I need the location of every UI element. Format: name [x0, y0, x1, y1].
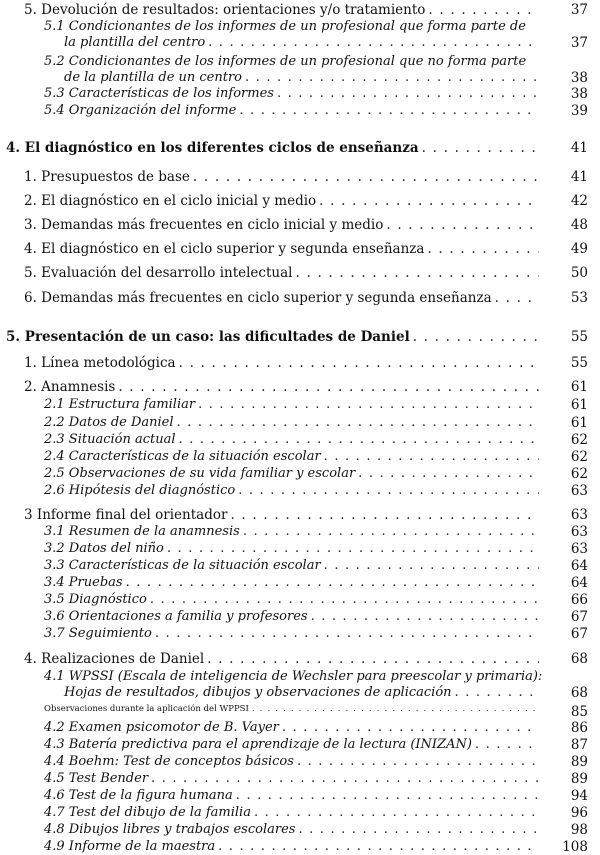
- toc-entry-title: 3.1 Resumen de la anamnesis: [44, 524, 240, 539]
- toc-entry-line: [24, 169, 542, 185]
- dot-leader: [245, 70, 539, 85]
- dot-leader: [179, 432, 539, 447]
- toc-page-number: 50: [570, 265, 588, 281]
- toc-entry-title: 4.7 Test del dibujo de la familia: [44, 805, 251, 820]
- dot-leader: [238, 483, 539, 498]
- toc-page-number: 86: [570, 720, 588, 736]
- toc-entry-title: 5.2 Condicionantes de los informes de un profesional que no forma parte: [44, 54, 527, 69]
- toc-entry-line: [64, 35, 542, 50]
- dot-leader: [230, 507, 539, 523]
- toc-page-number: 61: [570, 415, 588, 431]
- toc-page-number: 64: [570, 575, 588, 591]
- toc-entry-title: 2.6 Hipótesis del diagnóstico: [44, 483, 236, 498]
- toc-entry-line: [44, 575, 542, 590]
- dot-leader: [295, 265, 539, 281]
- toc-page-number: 41: [570, 169, 588, 185]
- toc-page-number: 62: [570, 466, 588, 482]
- toc-entry-title: 3.3 Características de la situación escolar: [44, 558, 321, 573]
- dot-leader: [324, 449, 539, 464]
- dot-leader: [150, 592, 539, 607]
- toc-page-number: 68: [570, 685, 588, 701]
- toc-entry-line: [44, 592, 542, 607]
- toc-page-number: 94: [570, 788, 588, 804]
- toc-entry-line: [44, 720, 542, 735]
- toc-entry-line: [24, 290, 542, 306]
- toc-page-number: 48: [570, 217, 588, 233]
- toc-entry-line: [24, 241, 542, 257]
- toc-entry-title: 2.4 Características de la situación escolar: [44, 449, 321, 464]
- dot-leader: [358, 466, 539, 481]
- toc-entry-title: de la plantilla de un centro: [64, 70, 243, 85]
- dot-leader: [427, 241, 539, 257]
- toc-entry-line: [44, 541, 542, 556]
- toc-page-number: 49: [570, 241, 588, 257]
- toc-page-number: 42: [570, 193, 588, 209]
- dot-leader: [167, 541, 539, 556]
- toc-entry-line: [44, 839, 542, 854]
- dot-leader: [252, 704, 539, 714]
- toc-entry-title: 4.5 Test Bender: [44, 771, 149, 786]
- toc-entry-line: [24, 2, 542, 18]
- dot-leader: [193, 169, 539, 185]
- toc-entry-line: [44, 669, 542, 684]
- toc-entry-title: 4.2 Examen psicomotor de B. Vayer: [44, 720, 279, 735]
- toc-entry-title: 5.3 Características de los informes: [44, 86, 274, 101]
- dot-leader: [298, 822, 539, 837]
- toc-entry-line: [44, 19, 542, 34]
- toc-entry-line: [6, 140, 542, 156]
- toc-entry-title: 4.4 Boehm: Test de conceptos básicos: [44, 754, 294, 769]
- toc-entry-title: 3.6 Orientaciones a familia y profesores: [44, 609, 308, 624]
- toc-entry-title: 2.5 Observaciones de su vida familiar y escolar: [44, 466, 356, 481]
- toc-page-number: 37: [570, 35, 588, 51]
- toc-entry-line: [44, 466, 542, 481]
- toc-entry-title: 1. Presupuestos de base: [24, 169, 190, 185]
- toc-entry-title: 5.4 Organización del informe: [44, 103, 237, 118]
- dot-leader: [243, 524, 539, 539]
- toc-entry-line: [44, 805, 542, 820]
- toc-entry-title: 4. El diagnóstico en el ciclo superior y segunda enseñanza: [24, 241, 425, 257]
- toc-page-number: 89: [570, 754, 588, 770]
- toc-entry-line: [44, 771, 542, 786]
- dot-leader: [422, 140, 539, 156]
- dot-leader: [324, 558, 539, 573]
- toc-entry-title: 2.3 Situación actual: [44, 432, 176, 447]
- dot-leader: [413, 329, 539, 345]
- toc-entry-title: 3. Demandas más frecuentes en ciclo inicial y medio: [24, 217, 384, 233]
- toc-entry-line: [24, 507, 542, 523]
- toc-page-number: 98: [570, 822, 588, 838]
- toc-entry-line: [44, 788, 542, 803]
- dot-leader: [254, 805, 539, 820]
- dot-leader: [118, 379, 539, 395]
- toc-entry-title: la plantilla del centro: [64, 35, 206, 50]
- toc-page-number: 38: [570, 70, 588, 86]
- toc-entry-line: [24, 193, 542, 209]
- dot-leader: [319, 193, 539, 209]
- toc-page-number: 37: [570, 2, 588, 18]
- toc-entry-title: 2. Anamnesis: [24, 379, 116, 395]
- toc-entry-title: 5. Devolución de resultados: orientaciones y/o tratamiento: [24, 2, 426, 18]
- dot-leader: [218, 839, 539, 854]
- toc-page-number: 62: [570, 432, 588, 448]
- toc-page-number: 55: [570, 355, 588, 371]
- toc-entry-line: [44, 449, 542, 464]
- toc-page-number: 63: [570, 541, 588, 557]
- dot-leader: [207, 651, 539, 667]
- toc-entry-line: [6, 329, 542, 345]
- toc-entry-title: 5.1 Condicionantes de los informes de un profesional que forma parte de: [44, 19, 526, 34]
- toc-entry-line: [24, 355, 542, 371]
- dot-leader: [177, 415, 539, 430]
- dot-leader: [475, 737, 539, 752]
- toc-entry-line: [44, 704, 542, 714]
- toc-page-number: 67: [570, 626, 588, 642]
- dot-leader: [277, 86, 539, 101]
- toc-entry-line: [44, 626, 542, 641]
- toc-entry-line: [44, 54, 542, 69]
- toc-entry-title: 4.1 WPSSI (Escala de inteligencia de Wechsler para preescolar y primaria):: [44, 669, 543, 684]
- toc-page-number: 62: [570, 449, 588, 465]
- toc-page-number: 66: [570, 592, 588, 608]
- toc-entry-title: 3 Informe final del orientador: [24, 507, 228, 523]
- toc-entry-title: 4. Realizaciones de Daniel: [24, 651, 205, 667]
- toc-entry-line: [44, 754, 542, 769]
- toc-entry-line: [64, 70, 542, 85]
- dot-leader: [495, 290, 539, 306]
- toc-entry-line: [44, 103, 542, 118]
- toc-page-number: 64: [570, 558, 588, 574]
- toc-page-number: 63: [570, 507, 588, 523]
- toc-entry-title: 4.3 Batería predictiva para el aprendizaje de la lectura (INIZAN): [44, 737, 472, 752]
- toc-entry-title: 5. Presentación de un caso: las dificultades de Daniel: [6, 329, 410, 345]
- toc-entry-line: [44, 524, 542, 539]
- toc-entry-line: [44, 558, 542, 573]
- toc-page-number: 108: [562, 839, 588, 855]
- toc-entry-line: [44, 86, 542, 101]
- toc-page-number: 67: [570, 609, 588, 625]
- dot-leader: [239, 103, 539, 118]
- toc-entry-line: [44, 822, 542, 837]
- toc-page-number: 38: [570, 86, 588, 102]
- toc-entry-line: [24, 651, 542, 667]
- toc-entry-title: Observaciones durante la aplicación del WPPSI: [44, 704, 249, 714]
- toc-entry-line: [44, 397, 542, 412]
- toc-entry-title: 2.2 Datos de Daniel: [44, 415, 174, 430]
- toc-entry-title: 3.2 Datos del niño: [44, 541, 164, 556]
- toc-entry-line: [44, 737, 542, 752]
- toc-page-number: 68: [570, 651, 588, 667]
- toc-entry-line: [24, 217, 542, 233]
- dot-leader: [311, 609, 539, 624]
- toc-entry-title: 1. Línea metodológica: [24, 355, 176, 371]
- toc-entry-title: 3.7 Seguimiento: [44, 626, 152, 641]
- dot-leader: [455, 685, 539, 700]
- toc-page-number: 39: [570, 103, 588, 119]
- toc-entry-title: 3.4 Pruebas: [44, 575, 123, 590]
- toc-page-number: 96: [570, 805, 588, 821]
- toc-page-number: 53: [570, 290, 588, 306]
- toc-page-number: 63: [570, 524, 588, 540]
- dot-leader: [126, 575, 539, 590]
- toc-page-number: 63: [570, 483, 588, 499]
- dot-leader: [282, 720, 539, 735]
- toc-entry-title: 5. Evaluación del desarrollo intelectual: [24, 265, 293, 281]
- toc-page-number: 85: [570, 704, 588, 720]
- toc-page-number: 55: [570, 329, 588, 345]
- toc-entry-title: 6. Demandas más frecuentes en ciclo superior y segunda enseñanza: [24, 290, 492, 306]
- toc-entry-line: [24, 379, 542, 395]
- toc-entry-title: 2. El diagnóstico en el ciclo inicial y medio: [24, 193, 317, 209]
- dot-leader: [155, 626, 539, 641]
- dot-leader: [428, 2, 539, 18]
- toc-page-number: 89: [570, 771, 588, 787]
- toc-entry-line: [44, 483, 542, 498]
- toc-page-number: 61: [570, 397, 588, 413]
- dot-leader: [386, 217, 539, 233]
- toc-entry-title: 2.1 Estructura familiar: [44, 397, 196, 412]
- dot-leader: [208, 35, 539, 50]
- toc-entry-line: [64, 685, 542, 700]
- toc-entry-title: 4.6 Test de la figura humana: [44, 788, 233, 803]
- toc-page-number: 41: [570, 140, 588, 156]
- toc-entry-title: 3.5 Diagnóstico: [44, 592, 147, 607]
- toc-entry-line: [44, 432, 542, 447]
- toc-entry-line: [44, 415, 542, 430]
- dot-leader: [236, 788, 539, 803]
- toc-entry-title: 4. El diagnóstico en los diferentes ciclos de enseñanza: [6, 140, 419, 156]
- dot-leader: [179, 355, 539, 371]
- toc-page-number: 61: [570, 379, 588, 395]
- toc-entry-line: [44, 609, 542, 624]
- toc-page-number: 87: [570, 737, 588, 753]
- toc-entry-line: [24, 265, 542, 281]
- toc-entry-title: 4.8 Dibujos libres y trabajos escolares: [44, 822, 296, 837]
- toc-entry-title: Hojas de resultados, dibujos y observaciones de aplicación: [64, 685, 452, 700]
- dot-leader: [198, 397, 539, 412]
- toc-entry-title: 4.9 Informe de la maestra: [44, 839, 216, 854]
- dot-leader: [151, 771, 539, 786]
- dot-leader: [297, 754, 539, 769]
